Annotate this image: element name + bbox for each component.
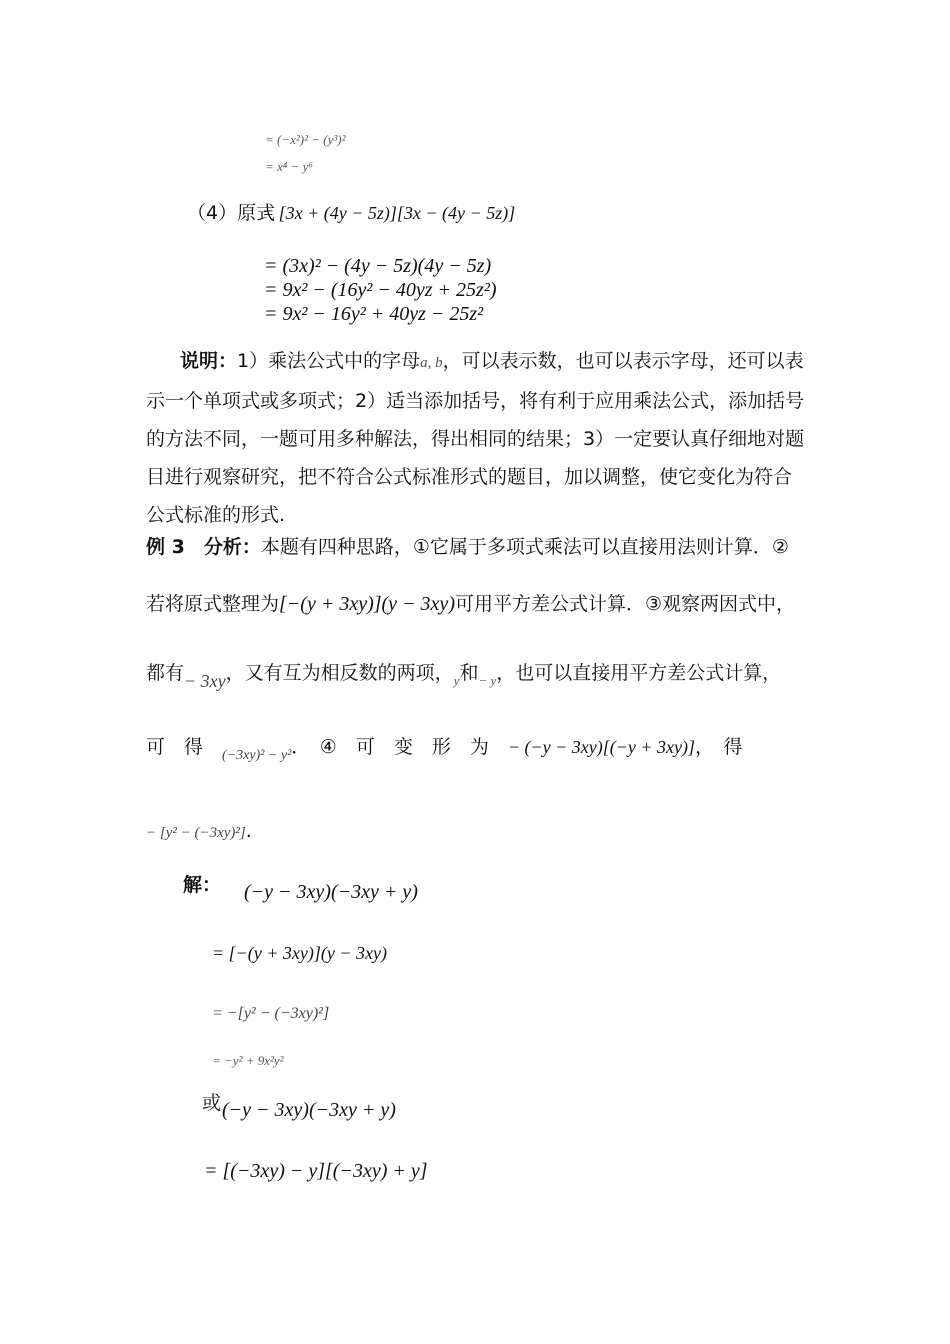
line4-text-a: 可 得 bbox=[146, 736, 204, 758]
line4-math-1: (−3xy)² − y² bbox=[222, 748, 292, 763]
line4-text-c: ， 得 bbox=[695, 736, 743, 758]
line2-text-a: 若将原式整理为 bbox=[146, 593, 280, 615]
note-text-a: 1）乘法公式中的字母 bbox=[237, 350, 421, 372]
part4-label: （4）原式 bbox=[187, 202, 276, 224]
analysis-text: 本题有四种思路，①它属于多项式乘法可以直接用法则计算．② bbox=[260, 536, 789, 558]
line3-math-3: − y bbox=[478, 673, 497, 688]
example3-line-4 bbox=[146, 736, 743, 763]
part3-line-2: = x⁴ − y⁶ bbox=[265, 159, 313, 174]
example3-line-1 bbox=[146, 538, 789, 557]
line4-text-b: ． ④ 可 变 形 为 bbox=[291, 736, 489, 758]
part4-line-1: = (3x)² − (4y − 5z)(4y − 5z) bbox=[264, 255, 492, 277]
part4-head: = [3x + (4y − 5z)][3x − (4y − 5z)] bbox=[262, 203, 516, 223]
line3-text-c: 和 bbox=[459, 662, 479, 684]
line4-math-2: − (−y − 3xy)[(−y + 3xy)] bbox=[507, 737, 696, 757]
alt-line-0: (−y − 3xy)(−3xy + y) bbox=[222, 1099, 396, 1121]
solution-line-3: = −y² + 9x²y² bbox=[212, 1053, 284, 1068]
solution-line-1: = [−(y + 3xy)](y − 3xy) bbox=[212, 943, 388, 963]
line5-tail: . bbox=[245, 820, 252, 842]
alt-line-1: = [(−3xy) − y][(−3xy) + y] bbox=[204, 1160, 428, 1182]
line3-text-d: ，也可以直接用平方差公式计算， bbox=[496, 662, 782, 684]
note-paragraph bbox=[146, 342, 806, 534]
part3-line-1: = (−x²)² − (y³)² bbox=[265, 132, 346, 147]
example3-line-2 bbox=[146, 594, 795, 614]
solution-line-2: = −[y² − (−3xy)²] bbox=[212, 1005, 330, 1022]
line3-text-b: ，又有互为相反数的两项， bbox=[225, 662, 454, 684]
line5-math: − [y² − (−3xy)²] bbox=[146, 825, 246, 841]
note-text-b: ，可以表示数，也可以表示字母，还可以表示一个单项式或多项式；2）适当添加括号，将有利于应用乘法公式，添加括号的方法不同，一题可用多种解法，得出相同的结果；3）一定要认真仔细地对题目进行观察研究，把不符合公式标准形式的题目，加以调整，使它变化为符合公式标准的形式. bbox=[146, 350, 805, 526]
example3-line-3 bbox=[146, 662, 782, 691]
line2-math: [−(y + 3xy)](y − 3xy) bbox=[279, 593, 455, 615]
line2-text-b: 可用平方差公式计算．③观察两因式中， bbox=[454, 593, 796, 615]
line3-math-1: − 3xy bbox=[184, 671, 226, 691]
or-label: 或 bbox=[202, 1092, 222, 1114]
analysis-title: 分析： bbox=[203, 536, 261, 558]
note-vars: a, b bbox=[420, 355, 443, 371]
part4-line-2: = 9x² − (16y² − 40yz + 25z²) bbox=[264, 279, 497, 301]
example3-line-5 bbox=[146, 822, 252, 841]
part4-line-3: = 9x² − 16y² + 40yz − 25z² bbox=[264, 303, 484, 325]
solution-line-0: (−y − 3xy)(−3xy + y) bbox=[244, 881, 418, 903]
solution-label: 解： bbox=[183, 874, 222, 896]
line3-math-2: y bbox=[453, 673, 460, 688]
line3-text-a: 都有 bbox=[146, 662, 185, 684]
example3-label: 例 3 bbox=[146, 536, 185, 558]
note-title: 说明： bbox=[180, 350, 238, 372]
